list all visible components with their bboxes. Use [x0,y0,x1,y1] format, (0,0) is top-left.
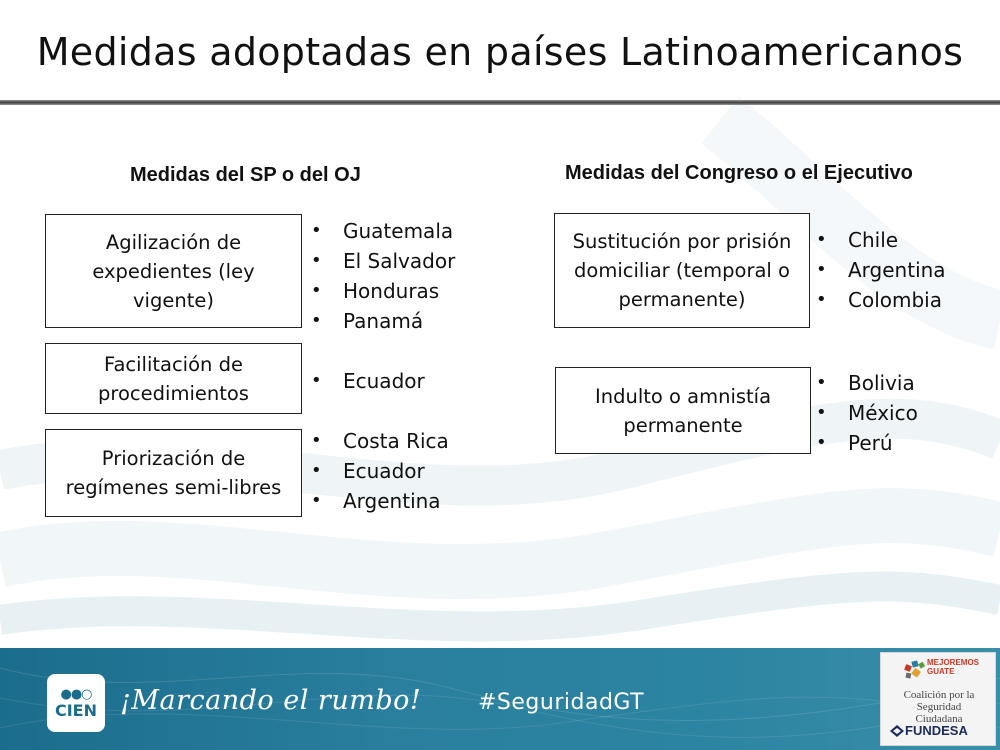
cien-logo [47,674,105,732]
country-item: • Panamá [311,306,455,336]
measure-label: Facilitación de procedimientos [98,352,249,405]
fundesa-logo-icon [889,723,905,739]
country-item: • Ecuador [311,456,449,486]
country-item: • Chile [816,225,946,255]
country-item: • Ecuador [311,366,425,396]
measure-label: Agilización de expedientes (ley vigente) [92,230,255,312]
country-list-facilitacion [311,366,425,396]
mejoremos-guate-text: MEJOREMOS GUATE [927,658,980,676]
footer-hashtag: #SeguridadGT [478,690,645,715]
country-item: • Guatemala [311,216,455,246]
country-item: • Perú [816,428,918,458]
measure-label: Priorización de regímenes semi-libres [65,447,282,499]
title-divider [0,100,1000,105]
measure-box-indulto [555,367,811,454]
country-item: • México [816,398,918,428]
right-column-heading: Medidas del Congreso o el Ejecutivo [565,162,913,184]
measure-box-priorizacion [45,429,302,517]
country-list-agilizacion [311,216,455,336]
measure-box-sustitucion [554,213,810,328]
country-list-priorizacion [311,426,449,516]
cien-logo-text: CIEN [54,700,97,720]
measure-box-facilitacion [45,343,302,414]
slide-title: Medidas adoptadas en países Latinoamericanos [36,30,964,74]
left-column-heading: Medidas del SP o del OJ [130,164,361,186]
footer-slogan: ¡Marcando el rumbo! [120,685,422,716]
country-item: • Argentina [311,486,449,516]
measure-label: Indulto o amnistía permanente [594,384,772,437]
measure-box-agilizacion [45,214,302,328]
country-list-indulto [816,368,918,458]
cien-logo-mark-icon: ●●○ [60,686,92,702]
footer-band [0,648,1000,750]
country-item: • Bolivia [816,368,918,398]
partner-logos-panel [880,652,996,746]
country-item: • Argentina [816,255,946,285]
fundesa-text: FUNDESA [905,723,968,738]
country-item: • Honduras [311,276,455,306]
measure-label: Sustitución por prisión domiciliar (temporal o permanente) [572,230,792,311]
country-list-sustitucion [816,225,946,315]
country-item: • Costa Rica [311,426,449,456]
coalition-text: Coalición por la Seguridad Ciudadana [903,689,975,725]
country-item: • El Salvador [311,246,455,276]
country-item: • Colombia [816,285,946,315]
